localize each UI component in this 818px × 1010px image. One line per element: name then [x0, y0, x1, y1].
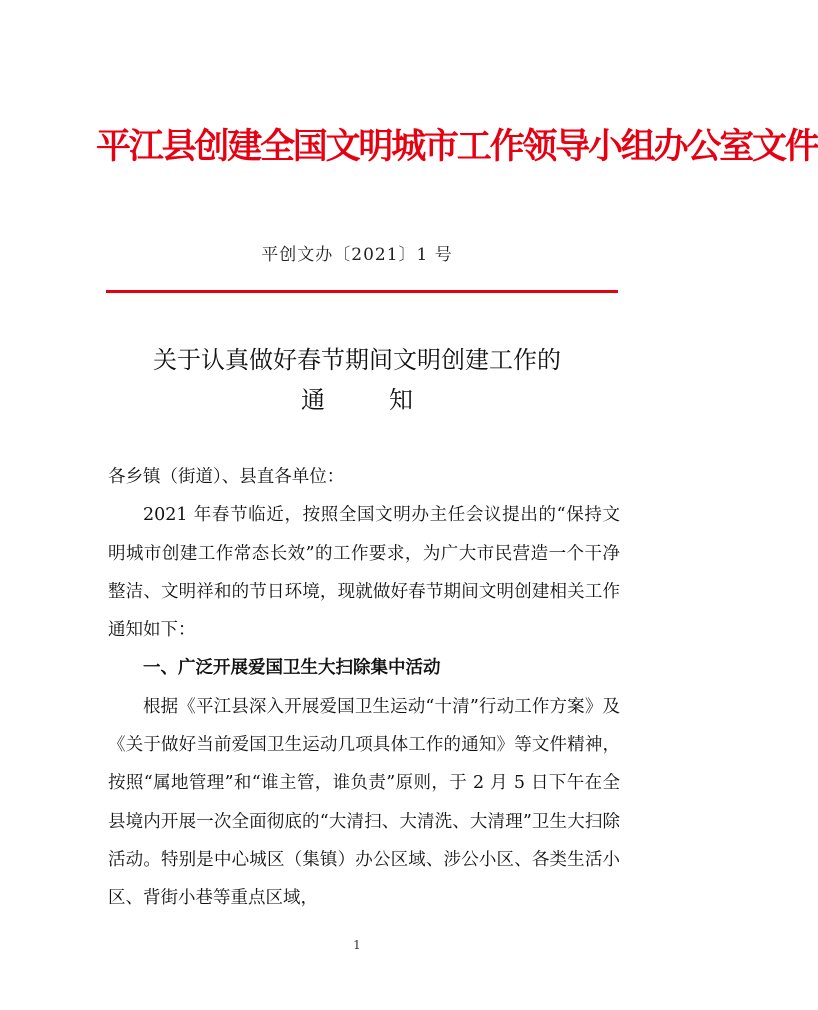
document-body — [108, 458, 620, 918]
notice-title-line1: 关于认真做好春节期间文明创建工作的 — [153, 346, 561, 374]
section-heading-1: 一、广泛开展爱国卫生大扫除集中活动 — [143, 658, 441, 679]
notice-title-line2 — [96, 380, 618, 420]
notice-title-char-zhi: 知 — [389, 386, 413, 414]
salutation: 各乡镇（街道）、县直各单位： — [108, 467, 345, 487]
document-header-title: 平江县创建全国文明城市工作领导小组办公室文件 — [96, 127, 818, 167]
paragraph-section1: 根据《平江县深入开展爱国卫生运动“十清”行动工作方案》及《关于做好当前爱国卫生运动几项具体工作的通知》等文件精神，按照“属地管理”和“谁主管，谁负责”原则，于 2 月 5 日下午在全县境内开展一次全面彻底的“大清扫、大清洗、大清理”卫生大扫除活动。特别是中心城区（集镇）办公区域、涉公小区、各类生活小区、背街小巷等重点区域， — [108, 696, 620, 909]
document-number: 平创文办〔2021〕1 号 — [261, 245, 453, 265]
notice-title — [96, 340, 618, 420]
paragraph-intro: 2021 年春节临近，按照全国文明办主任会议提出的“保持文明城市创建工作常态长效”的工作要求，为广大市民营造一个干净整洁、文明祥和的节日环境，现就做好春节期间文明创建相关工作通知如下： — [108, 505, 620, 641]
page-number: 1 — [353, 938, 361, 952]
red-separator-line — [106, 290, 618, 293]
notice-title-char-tong: 通 — [301, 386, 325, 414]
